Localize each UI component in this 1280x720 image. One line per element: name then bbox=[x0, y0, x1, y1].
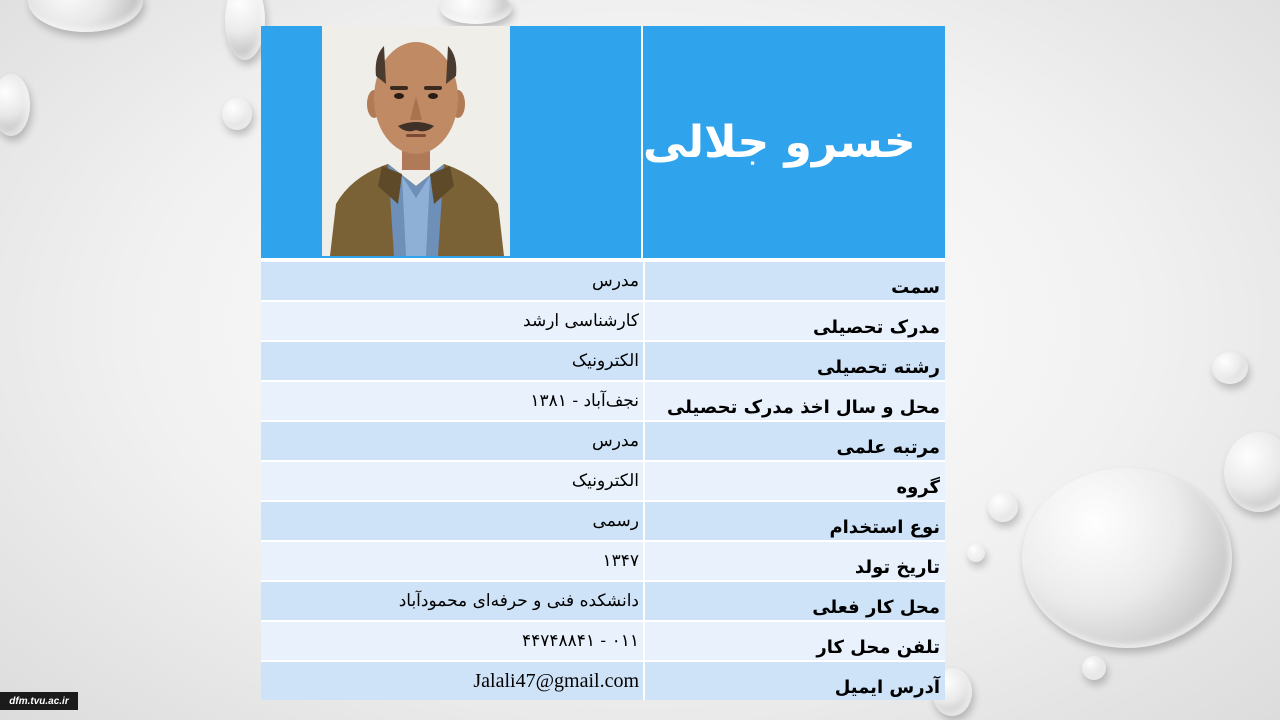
row-label: سمت bbox=[643, 262, 945, 300]
row-label: تاریخ تولد bbox=[643, 542, 945, 580]
email-value: Jalali47@gmail.com bbox=[473, 669, 639, 692]
row-value: رسمی bbox=[592, 511, 639, 531]
table-row bbox=[261, 258, 945, 300]
water-drop-decoration bbox=[222, 98, 252, 130]
table-row bbox=[261, 580, 945, 620]
details-table bbox=[261, 258, 945, 700]
table-row bbox=[261, 340, 945, 380]
row-label: رشته تحصیلی bbox=[643, 342, 945, 380]
water-drop-decoration bbox=[988, 492, 1018, 522]
profile-card bbox=[261, 26, 945, 698]
site-logo[interactable]: dfm.tvu.ac.ir bbox=[0, 692, 78, 710]
water-drop-decoration bbox=[0, 74, 30, 136]
row-value: دانشکده فنی و حرفه‌ای محمودآباد bbox=[398, 591, 639, 611]
row-value: کارشناسی ارشد bbox=[523, 311, 639, 331]
row-label: تلفن محل کار bbox=[643, 622, 945, 660]
row-value: ۱۳۴۷ bbox=[602, 551, 639, 571]
row-value: مدرس bbox=[592, 431, 639, 451]
row-label: مدرک تحصیلی bbox=[643, 302, 945, 340]
row-value: الکترونیک bbox=[571, 351, 639, 371]
portrait-image bbox=[322, 26, 510, 256]
profile-name: خسرو جلالی bbox=[643, 116, 916, 168]
table-row bbox=[261, 420, 945, 460]
row-label: آدرس ایمیل bbox=[643, 662, 945, 700]
table-row bbox=[261, 460, 945, 500]
row-value: نجف‌آباد - ۱۳۸۱ bbox=[530, 391, 639, 411]
row-label: محل و سال اخذ مدرک تحصیلی bbox=[643, 382, 945, 420]
table-row bbox=[261, 540, 945, 580]
table-row bbox=[261, 620, 945, 660]
water-drop-decoration bbox=[225, 0, 265, 60]
water-drop-decoration bbox=[1212, 352, 1248, 384]
water-drop-decoration bbox=[440, 0, 512, 24]
profile-header bbox=[261, 26, 945, 258]
water-drop-decoration bbox=[28, 0, 143, 32]
row-value: الکترونیک bbox=[571, 471, 639, 491]
profile-photo bbox=[322, 26, 510, 256]
row-label: گروه bbox=[643, 462, 945, 500]
table-row bbox=[261, 300, 945, 340]
row-label: نوع استخدام bbox=[643, 502, 945, 540]
row-label: مرتبه علمی bbox=[643, 422, 945, 460]
water-drop-decoration bbox=[967, 544, 985, 562]
water-drop-decoration bbox=[1224, 432, 1280, 512]
table-row bbox=[261, 500, 945, 540]
water-drop-decoration bbox=[1022, 468, 1232, 648]
row-value: ۰۱۱ - ۴۴۷۴۸۸۴۱ bbox=[521, 631, 639, 651]
table-row bbox=[261, 380, 945, 420]
row-label: محل کار فعلی bbox=[643, 582, 945, 620]
row-value: مدرس bbox=[592, 271, 639, 291]
photo-cell bbox=[261, 26, 641, 258]
water-drop-decoration bbox=[1082, 656, 1106, 680]
table-row bbox=[261, 660, 945, 700]
